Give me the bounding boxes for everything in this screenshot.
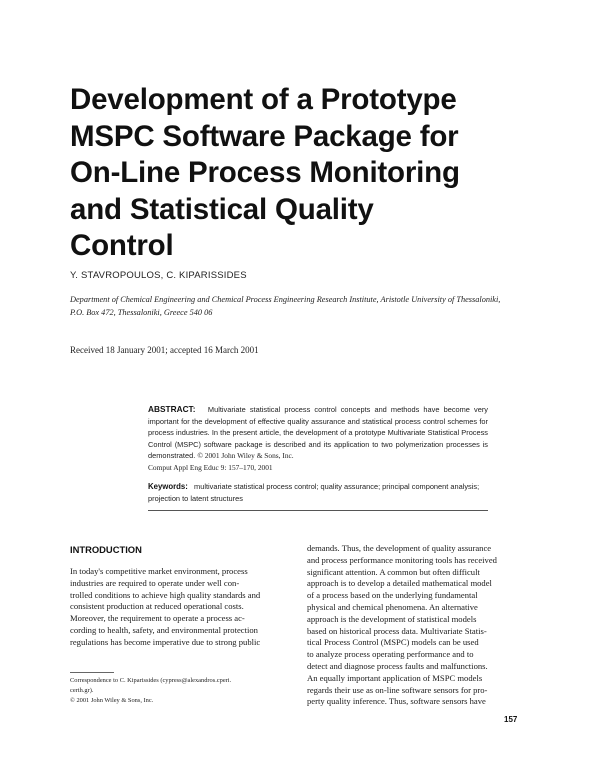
- title-line: Development of a Prototype: [70, 83, 457, 116]
- page-number: 157: [504, 715, 518, 724]
- text-line: In today's competitive market environment, process: [70, 566, 248, 576]
- article-title: [70, 82, 540, 265]
- footnote-divider: [70, 672, 114, 673]
- title-line: and Statistical Quality: [70, 192, 374, 226]
- footnote-line: © 2001 John Wiley & Sons, Inc.: [70, 697, 154, 704]
- text-line: tical Process Control (MSPC) models can be used: [307, 637, 479, 648]
- abstract-label: ABSTRACT:: [148, 404, 196, 414]
- footnote-line: certh.gr).: [70, 687, 94, 694]
- text-line: regards their use as on-line software sensors for pro-: [307, 684, 488, 695]
- text-line: Moreover, the requirement to operate a process ac-: [70, 613, 245, 624]
- text-line: cording to health, safety, and environmental protection: [70, 624, 258, 635]
- footnote: [70, 676, 292, 706]
- text-line: and process performance monitoring tools has received: [307, 554, 497, 565]
- abstract-text: Multivariate statistical process control concepts and methods have become very important for the development of effective quality assurance and statistical process control schemes for process industries. In the present article, the development of a prototype Multivariate Statistical Process Control (MSPC) software package is described and its application to two polymerization processes is demonstrated.: [148, 405, 488, 460]
- title-line: MSPC Software Package for: [70, 119, 459, 153]
- abstract-copyright: © 2001 John Wiley & Sons, Inc.: [197, 451, 294, 460]
- authors: Y. STAVROPOULOS, C. KIPARISSIDES: [70, 270, 247, 281]
- text-line: industries are required to operate under well con-: [70, 577, 240, 588]
- text-line: of a process based on the underlying fundamental: [307, 590, 478, 601]
- text-line: detect and diagnose process faults and malfunctions.: [307, 660, 488, 671]
- keywords-text: multivariate statistical process control; quality assurance; principal component analysis; projection to latent structures: [148, 482, 480, 503]
- title-line: On-Line Process Monitoring: [70, 156, 460, 189]
- text-line: trolled conditions to achieve high quality standards and: [70, 589, 261, 600]
- abstract: [148, 404, 488, 473]
- text-line: approach is to develop a detailed mathematical model: [307, 578, 492, 589]
- text-line: An equally important application of MSPC models: [307, 672, 483, 683]
- text-line: demands. Thus, the development of quality assurance: [307, 543, 492, 553]
- text-line: significant attention. A common but often difficult: [307, 566, 480, 577]
- affiliation-line: P.O. Box 472, Thessaloniki, Greece 540 06: [70, 308, 213, 317]
- text-line: consistent production at reduced operational costs.: [70, 601, 244, 612]
- received-dates: Received 18 January 2001; accepted 16 March 2001: [70, 345, 259, 355]
- affiliation-line: Department of Chemical Engineering and Chemical Process Engineering Research Institute, Aristotle University of Thessaloniki,: [70, 295, 501, 304]
- text-line: to analyze process operating performance and to: [307, 649, 474, 660]
- text-line: regulations has become imperative due to strong public: [70, 636, 261, 647]
- affiliation: [70, 293, 540, 319]
- abstract-divider: [148, 510, 488, 511]
- intro-right-column: [307, 543, 529, 708]
- footnote-line: Correspondence to C. Kiparissides (cypress@alexandros.cperi.: [70, 677, 232, 684]
- keywords: [148, 481, 488, 504]
- abstract-citation: Comput Appl Eng Educ 9: 157–170, 2001: [148, 462, 273, 472]
- text-line: approach is the development of statistical models: [307, 613, 477, 624]
- section-heading: INTRODUCTION: [70, 544, 142, 555]
- title-line: Control: [70, 229, 174, 262]
- keywords-label: Keywords:: [148, 482, 188, 491]
- intro-left-column: [70, 566, 292, 649]
- text-line: physical and chemical phenomena. An alternative: [307, 601, 478, 612]
- text-line: perty quality inference. Thus, software sensors have: [307, 696, 486, 707]
- text-line: based on historical process data. Multivariate Statis-: [307, 625, 487, 636]
